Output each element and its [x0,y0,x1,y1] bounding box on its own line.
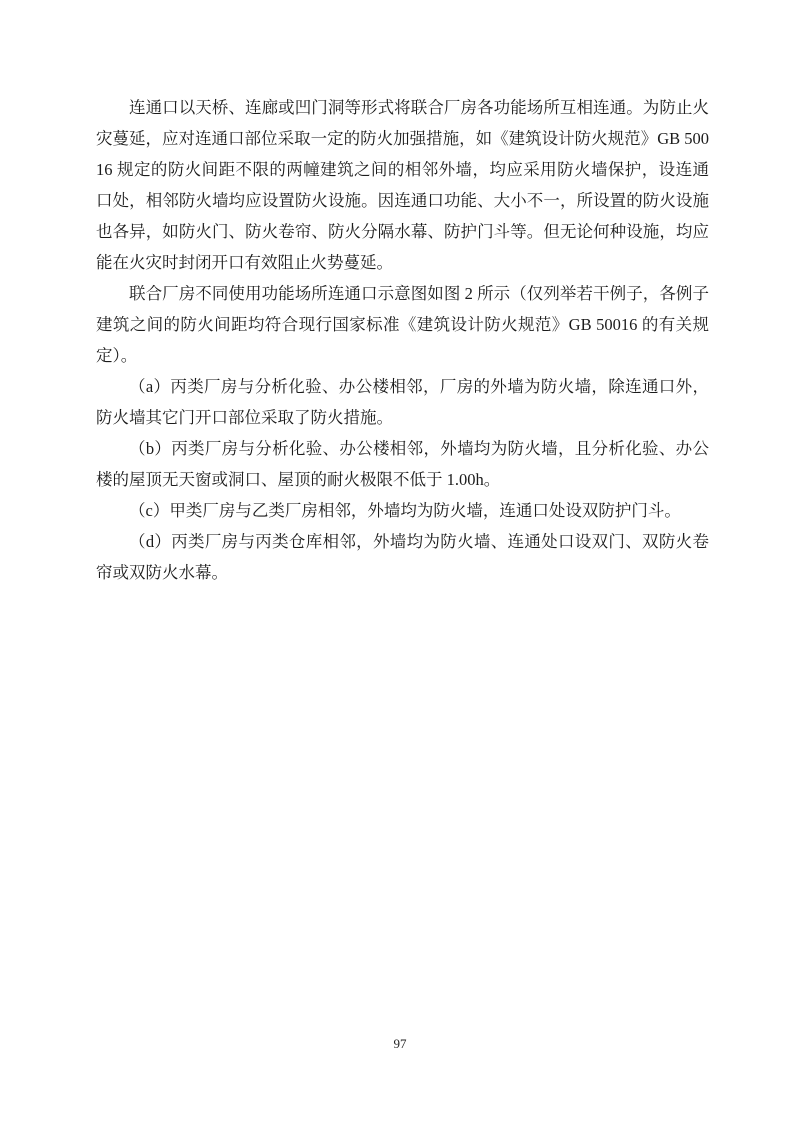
page-body-text [96,92,709,588]
list-item-b: （b）丙类厂房与分析化验、办公楼相邻，外墙均为防火墙，且分析化验、办公楼的屋顶无天窗或洞口、屋顶的耐火极限不低于 1.00h。 [96,439,709,489]
paragraph-connection-openings-intro: 连通口以天桥、连廊或凹门洞等形式将联合厂房各功能场所互相连通。为防止火灾蔓延，应对连通口部位采取一定的防火加强措施，如《建筑设计防火规范》GB 50016 规定的防火间距不限的两幢建筑之间的相邻外墙，均应采用防火墙保护，设连通口处，相邻防火墙均应设置防火设施。因连通口功能、大小不一，所设置的防火设施也各异，如防火门、防火卷帘、防火分隔水幕、防护门斗等。但无论何种设施，均应能在火灾时封闭开口有效阻止火势蔓延。 [96,98,709,272]
list-item-c: （c）甲类厂房与乙类厂房相邻，外墙均为防火墙，连通口处设双防护门斗。 [129,501,681,520]
page-number: 97 [393,1036,407,1051]
paragraph-figure-2-reference: 联合厂房不同使用功能场所连通口示意图如图 2 所示（仅列举若干例子，各例子建筑之间的防火间距均符合现行国家标准《建筑设计防火规范》GB 50016 的有关规定）。 [96,284,709,365]
list-item-a: （a）丙类厂房与分析化验、办公楼相邻，厂房的外墙为防火墙，除连通口外，防火墙其它门开口部位采取了防火措施。 [96,377,709,427]
list-item-d: （d）丙类厂房与丙类仓库相邻，外墙均为防火墙、连通处口设双门、双防火卷帘或双防火水幕。 [96,532,709,582]
